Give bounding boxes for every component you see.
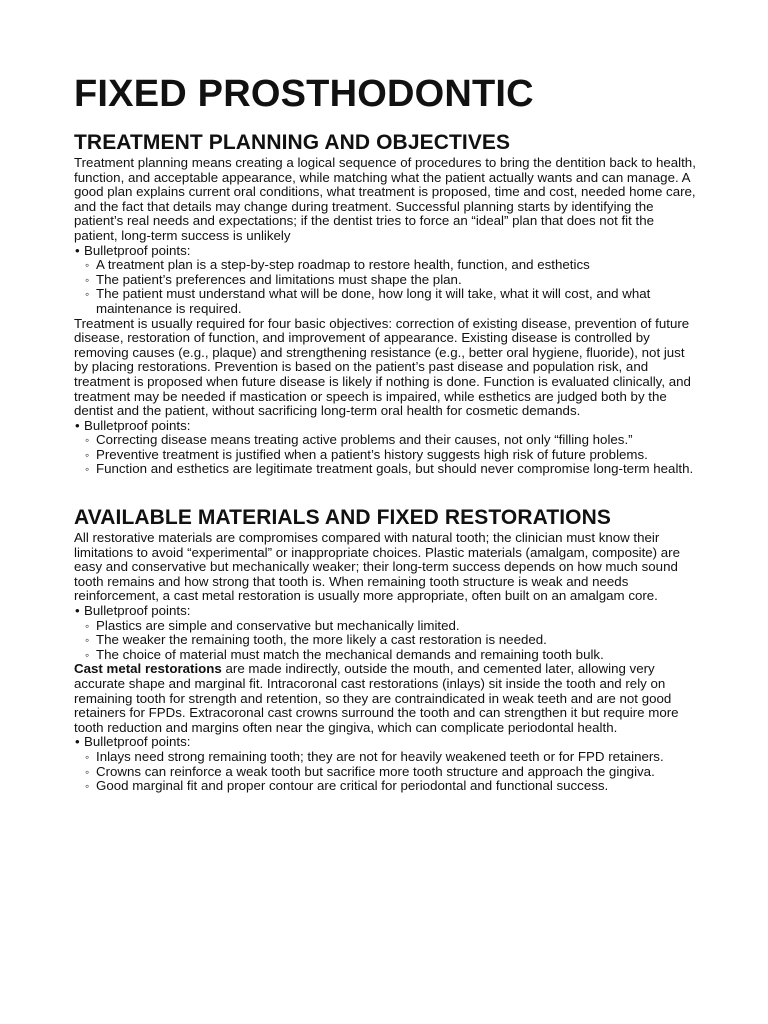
bulletproof-label: • Bulletproof points: [74, 735, 696, 750]
bulletproof-list [74, 750, 696, 794]
list-item: ◦ Preventive treatment is justified when a patient’s history suggests high risk of future problems. [96, 448, 696, 463]
list-item: ◦ Plastics are simple and conservative but mechanically limited. [96, 619, 696, 634]
list-item: ◦ A treatment plan is a step-by-step roadmap to restore health, function, and esthetics [96, 258, 696, 273]
paragraph-text: are made indirectly, outside the mouth, and cemented later, allowing very accurate shape and marginal fit. Intracoronal cast restorations (inlays) sit inside the tooth and rely on remaining tooth for strength and retention, so they are contraindicated in weak teeth and are not good retainers for FPDs. Extracoronal cast crowns surround the tooth and can strengthen it but require more tooth reduction and margins often near the gingiva, which can complicate periodontal health. [74, 661, 679, 735]
list-item: ◦ The patient’s preferences and limitations must shape the plan. [96, 273, 696, 288]
bulletproof-label: • Bulletproof points: [74, 244, 696, 259]
paragraph: All restorative materials are compromises compared with natural tooth; the clinician must know their limitations to avoid “experimental” or inappropriate choices. Plastic materials (amalgam, composite) are easy and conservative but mechanically weaker; their long-term success depends on how much sound tooth remains and how strong that tooth is. When remaining tooth structure is weak and needs reinforcement, a cast metal restoration is usually more appropriate, often built on an amalgam core. [74, 530, 680, 604]
list-item: ◦ The weaker the remaining tooth, the more likely a cast restoration is needed. [96, 633, 696, 648]
list-item: ◦ Good marginal fit and proper contour are critical for periodontal and functional success. [96, 779, 696, 794]
list-item: ◦ Correcting disease means treating active problems and their causes, not only “filling holes.” [96, 433, 696, 448]
bulletproof-label: • Bulletproof points: [74, 419, 696, 434]
list-item: ◦ The patient must understand what will be done, how long it will take, what it will cost, and what maintenance is required. [96, 287, 696, 316]
bulletproof-label: • Bulletproof points: [74, 604, 696, 619]
bulletproof-list [74, 619, 696, 663]
paragraph: Treatment planning means creating a logical sequence of procedures to bring the dentition back to health, function, and acceptable appearance, while matching what the patient actually wants and can manage. A good plan explains current oral conditions, what treatment is proposed, time and cost, needed home care, and the fact that details may change during treatment. Successful planning starts by identifying the patient’s real needs and expectations; if the dentist tries to force an “ideal” plan that does not fit the patient, long-term success is unlikely [74, 155, 696, 243]
bold-lead-text: Cast metal restorations [74, 661, 222, 677]
section-heading-treatment-planning: TREATMENT PLANNING AND OBJECTIVES [74, 131, 511, 154]
bulletproof-list [74, 433, 696, 477]
paragraph: Treatment is usually required for four basic objectives: correction of existing disease, prevention of future disease, restoration of function, and improvement of appearance. Existing disease is controlled by removing causes (e.g., plaque) and strengthening resistance (e.g., better oral hygiene, fluoride), not just by placing restorations. Prevention is based on the patient’s past disease and population risk, and treatment is proposed when future disease is likely if nothing is done. Function is evaluated clinically, and treatment may be needed if mastication or speech is impaired, while esthetics are judged both by the dentist and the patient, without sacrificing long-term oral health for cosmetic demands. [74, 315, 691, 419]
list-item: ◦ Inlays need strong remaining tooth; they are not for heavily weakened teeth or for FPD retainers. [96, 750, 696, 765]
list-item: ◦ The choice of material must match the mechanical demands and remaining tooth bulk. [96, 648, 696, 663]
paragraph [74, 662, 696, 735]
section-heading-materials: AVAILABLE MATERIALS AND FIXED RESTORATIONS [74, 506, 611, 530]
list-item: ◦ Function and esthetics are legitimate treatment goals, but should never compromise long-term health. [96, 462, 696, 477]
bulletproof-list [74, 258, 696, 316]
document-title: FIXED PROSTHODONTIC [74, 73, 534, 115]
list-item: ◦ Crowns can reinforce a weak tooth but sacrifice more tooth structure and approach the gingiva. [96, 765, 696, 780]
